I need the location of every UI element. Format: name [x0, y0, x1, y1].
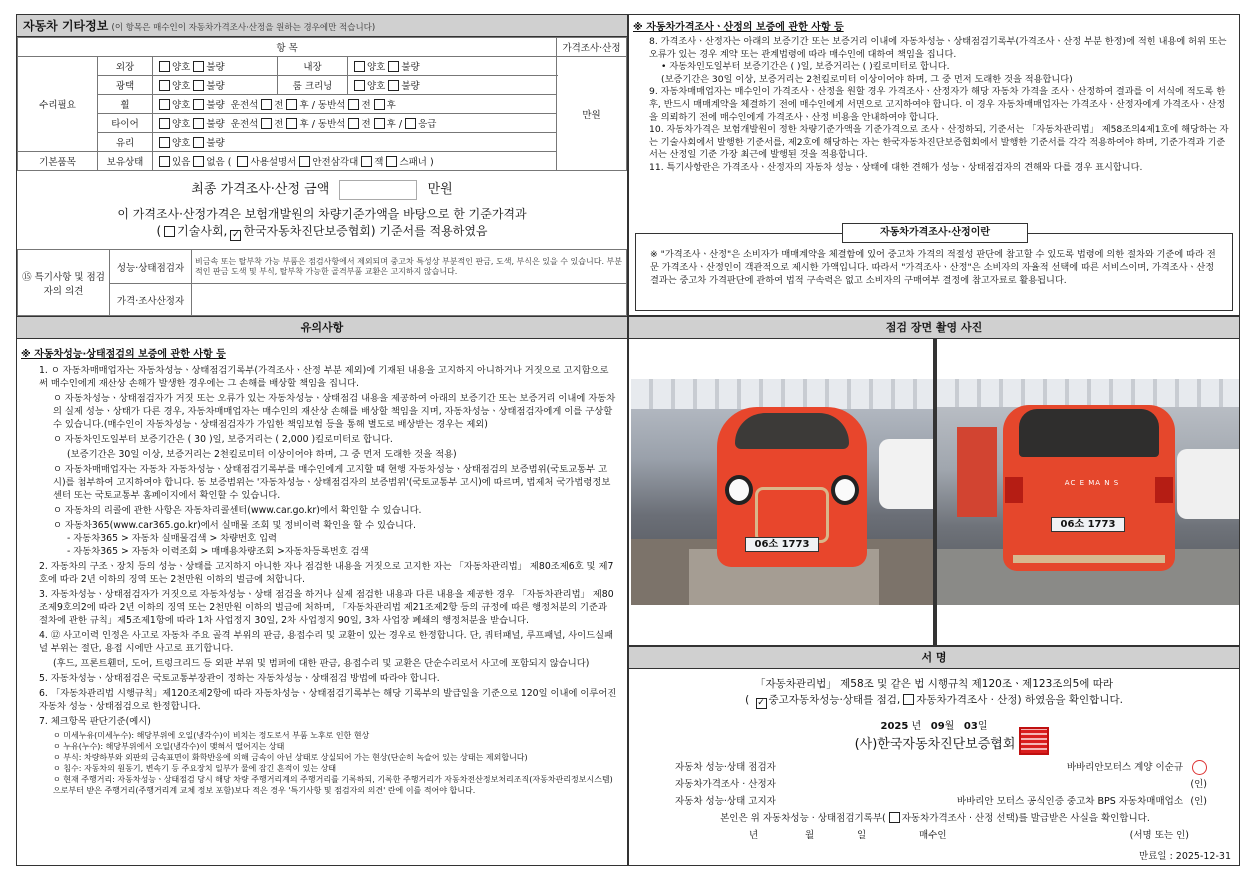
bad-label: 불량	[401, 81, 420, 92]
spanner-label: 스패너	[399, 157, 427, 168]
sign-row-label: 자동차가격조사 · 산정자	[675, 779, 776, 790]
note-item: - 자동차365 > 자동차 실매물검색 > 차량번호 입력	[67, 533, 278, 544]
expiry-date: 만료일 : 2025-12-31	[1139, 851, 1231, 862]
final-price-unit: 만원	[427, 182, 453, 197]
checkbox[interactable]	[405, 118, 416, 129]
has-label: 있음	[172, 157, 191, 168]
org-label: (사)한국자동차진단보증협회	[854, 737, 1016, 752]
note-item: ㅇ 자동차매매업자는 자동차 자동차성능ㆍ상태점검기록부를 매수인에게 고지할 때 현행 자동차성능ㆍ상태점검의 보증범위(국토교통부 고시)를 첨부하여 고지하여야 합니다. 동 보증범위는 '자동차성능ㆍ상태점검자의 보증범위'(국토교통부 고시)에 따르며, 법제처 국가법령정보센터 또는 국토교통부 홈페이지에서 확인할 수 있습니다.	[53, 464, 611, 501]
checkbox[interactable]	[348, 99, 359, 110]
confirm-inspect: 중고자동차성능·상태를 점검,	[768, 694, 901, 706]
inspector-seal-icon	[1192, 760, 1207, 775]
manual-label: 사용설명서	[250, 157, 297, 168]
buyer-confirm	[629, 810, 1241, 827]
special-table	[17, 249, 627, 316]
final-price-label: 최종 가격조사·산정 금액	[191, 182, 330, 197]
checkbox[interactable]	[388, 61, 399, 72]
date-month: 09	[930, 721, 945, 732]
emergency-label: 응급	[418, 119, 437, 130]
buyer-sign-note: (서명 또는 인)	[1129, 830, 1189, 841]
note-item: 1. ㅇ 자동차매매업자는 자동차성능ㆍ상태점검기록부(가격조사ㆍ산정 부분 제외)에 기재된 내용을 고지하지 아니하거나 거짓으로 고지함으로써 매수인에게 재산상 손해가 발생한 경우에는 그 손해를 배상할 책임을 집니다.	[39, 365, 609, 389]
buyer-confirm-b: 자동차가격조사 · 산정 선택)를 발급받은 사실을 확인합니다.	[901, 813, 1150, 824]
sign-row-price	[629, 776, 1241, 793]
section-note: (이 항목은 매수인이 자동차가격조사·산정을 원하는 경우에만 적습니다)	[111, 23, 376, 33]
buyer-label: 매수인	[919, 830, 947, 841]
note-item: 7. 체크항목 판단기준(예시)	[39, 716, 151, 727]
bad-label: 불량	[206, 119, 225, 130]
checkbox[interactable]	[388, 80, 399, 91]
row-polish: 광택	[98, 76, 153, 95]
basis-line-2: ( 기술사회, ✓ 한국자동차진단보증협회) 기준서를 적용하였음	[156, 223, 488, 240]
checkbox[interactable]	[889, 812, 900, 823]
basis-tech: 기술사회,	[177, 223, 228, 238]
row-wheel: 휠	[98, 95, 153, 114]
note-item: 6. 「자동차관리법 시행규칙」제120조제2항에 따라 자동차성능ㆍ상태점검기록부는 해당 기록부의 발급일을 기준으로 120일 이내에 이루어진 자동차 성능ㆍ상태점검으로 한정합니다.	[39, 688, 617, 712]
sign-row-label: 자동차 성능·상태 점검자	[675, 762, 776, 773]
checkbox[interactable]	[374, 118, 385, 129]
org-seal-icon	[1019, 727, 1049, 755]
bad-label: 불량	[401, 62, 420, 73]
col-price: 가격조사·산정	[557, 38, 627, 57]
notes-list	[17, 362, 627, 796]
price-unit: 만원	[557, 57, 627, 171]
signature-title: 서 명	[629, 647, 1239, 669]
buyer-y: 년	[749, 830, 759, 841]
row-tire: 타이어	[98, 114, 153, 133]
front-label: 전	[274, 100, 284, 111]
note-item: - 자동차365 > 자동차 이력조회 > 매매용차량조회 >자동차등록번호 검색	[67, 546, 369, 557]
note-item: ㅇ 자동차의 리콜에 관한 사항은 자동차리콜센터(www.car.go.kr)에서 확인할 수 있습니다.	[53, 505, 422, 516]
vehicle-other-info-panel	[16, 14, 628, 316]
bad-label: 불량	[206, 81, 225, 92]
row-room-cleaning: 룸 크리닝	[278, 76, 348, 95]
repair-label: 수리필요	[18, 57, 98, 152]
sign-row-value: 바바리안 모터스 공식인증 중고차 BPS 자동차매매업소	[956, 796, 1183, 807]
checkbox[interactable]	[193, 61, 204, 72]
sign-row-label: 자동차 성능·상태 고지자	[675, 796, 776, 807]
checkbox[interactable]	[193, 118, 204, 129]
checkbox[interactable]	[374, 99, 385, 110]
sign-row-mark: (인)	[1190, 779, 1207, 790]
criteria-item: ㅇ 침수: 자동차의 원동기, 변속기 등 주요장치 일부가 물에 잠긴 흔적이 있는 상태	[53, 764, 337, 773]
checkbox[interactable]	[193, 137, 204, 148]
note-item: ㅇ 자동차인도일부터 보증기간은 ( 30 )일, 보증거리는 ( 2,000 )킬로미터로 합니다.	[53, 434, 393, 445]
good-label: 양호	[172, 62, 191, 73]
checkbox[interactable]	[354, 80, 365, 91]
note-item: 3. 자동차성능ㆍ상태점검자가 거짓으로 자동차성능ㆍ상태 점검을 하거나 실제 점검한 내용과 다른 내용을 제공한 경우 「자동차관리법」 제80조제9호의2에 따라 2년 이하의 징역 또는 2천만원 이하의 벌금에 처하며, 「자동차관리법 제21조제2항 등의 규정에 따른 행정처분의 기준과 절차에 관한 규칙」제5조제1항에 따라 1차 사업정지 30일, 2차 사업정지 90일, 3차 사업장 폐쇄의 행정처분을 받습니다.	[39, 589, 614, 626]
note-8c: (보증기간은 30일 이상, 보증거리는 2천킬로미터 이상이어야 하며, 그 중 먼저 도래한 것을 적용합니다)	[661, 73, 1073, 85]
license-plate: 06소 1773	[745, 537, 819, 552]
rear-label: 후	[386, 119, 396, 130]
special-label: ⑮ 특기사항 및 점검자의 의견	[18, 250, 110, 316]
front-label: 전	[361, 119, 371, 130]
checkbox[interactable]	[159, 137, 170, 148]
row-interior: 내장	[278, 57, 348, 76]
bad-label: 불량	[206, 100, 225, 111]
note-8: 8. 가격조사ㆍ산정자는 아래의 보증기간 또는 보증거리 이내에 자동차성능ㆍ상태점검기록부(가격조사ㆍ산정 부분 한정)에 적힌 내용에 허위 또는 오류가 있는 경우 계약 또는 관계법령에 따라 매수인에 대하여 책임을 집니다.	[649, 36, 1227, 60]
buyer-d: 일	[857, 830, 867, 841]
bad-label: 불량	[206, 138, 225, 149]
rear-label: 후	[299, 119, 309, 130]
checkbox[interactable]	[193, 99, 204, 110]
photos-title: 점검 장면 촬영 사진	[629, 317, 1239, 339]
checkbox[interactable]	[164, 226, 175, 237]
front-label: 전	[274, 119, 284, 130]
sign-row-value: 바바리안모터스 계양 이순규	[1066, 762, 1183, 773]
note-item: 5. 자동차성능ㆍ상태점검은 국토교통부장관이 정하는 자동차성능ㆍ상태점검 방법에 따라야 합니다.	[39, 673, 440, 684]
basic-label: 기본품목	[18, 152, 98, 171]
owned-label: 보유상태	[98, 152, 153, 171]
jack-label: 잭	[374, 157, 384, 168]
note-10: 10. 자동차가격은 보험개발원이 정한 차량기준가액을 기준가격으로 조사ㆍ산정하되, 기준서는 「자동차관리법」 제58조의4제1호에 해당하는 자는 기술사회에서 발행한 기준서를, 제2호에 해당하는 자는 한국자동차진단보증협회에서 발행한 기준서를 각각 적용하여야 하며, 기준가격과 기준서는 산정일 기준 가장 최근에 발행된 것을 적용합니다.	[649, 124, 1229, 161]
checkbox[interactable]	[286, 99, 297, 110]
date-d: 일	[977, 721, 988, 732]
buyer-row	[629, 827, 1241, 844]
checkbox-checked[interactable]: ✓	[757, 698, 765, 708]
date-day: 03	[963, 721, 978, 732]
rear-car-photo	[937, 379, 1239, 605]
sign-date	[629, 717, 1239, 732]
note-item: ㅇ 자동차365(www.car365.go.kr)에서 실매물 조회 및 정비이력 확인을 할 수 있습니다.	[53, 520, 416, 531]
notes-panel	[16, 316, 628, 866]
price-definition-box	[635, 227, 1233, 311]
checkbox[interactable]	[261, 118, 272, 129]
criteria-item: ㅇ 누유(누수): 해당부위에서 오일(냉각수)이 맺혀서 떨어지는 상태	[53, 742, 285, 751]
checkbox[interactable]	[159, 61, 170, 72]
sign-row-mark: (인)	[1190, 796, 1207, 807]
sign-row-inspector	[629, 759, 1241, 776]
price-guarantee-panel	[628, 14, 1240, 316]
note-11: 11. 특기사항란은 가격조사ㆍ산정자의 자동차 성능ㆍ상태에 대한 견해가 성능ㆍ상태점검자의 견해와 다를 경우 표시합니다.	[649, 161, 1143, 173]
checkbox[interactable]	[193, 156, 204, 167]
good-label: 양호	[172, 100, 191, 111]
confirm-line: ( ✓ 중고자동차성능·상태를 점검, 자동차가격조사 · 산정) 하였음을 확인합니다.	[745, 694, 1123, 708]
col-item: 항 목	[18, 38, 557, 57]
checkbox[interactable]	[361, 156, 372, 167]
note-item: 2. 자동차의 구조ㆍ장치 등의 성능ㆍ상태를 고지하지 아니한 자나 점검한 내용을 거짓으로 고지한 자는 「자동차관리법」 제80조제6호 및 제7호에 따라 2년 이하의 징역 또는 2천만원 이하의 벌금에 처합니다.	[39, 561, 614, 585]
final-price-row	[17, 178, 627, 200]
good-label: 양호	[172, 81, 191, 92]
basis-kadia: 한국자동차진단보증협회) 기준서를 적용하였음	[243, 223, 488, 238]
org-name	[629, 733, 1241, 752]
checkbox[interactable]	[193, 80, 204, 91]
note-item: ㅇ 자동차성능ㆍ상태점검자가 거짓 또는 오류가 있는 자동차성능ㆍ상태점검 내용을 제공하여 아래의 보증기간 또는 보증거리 이내에 자동차의 실제 성능ㆍ상태가 다른 경우, 자동차매매업자는 매수인의 재산상 손해를 배상할 책임을 지며, 자동차성능ㆍ상태점검자에게 이를 구상할 수 있습니다.(매수인이 자동차성능ㆍ상태점검자가 가입한 책임보험 등을 통해 별도로 배상받는 경우는 제외)	[53, 393, 616, 430]
license-plate: 06소 1773	[1051, 517, 1125, 532]
triangle-label: 안전삼각대	[312, 157, 359, 168]
row-glass: 유리	[98, 133, 153, 152]
checkbox[interactable]	[159, 156, 170, 167]
good-label: 양호	[172, 138, 191, 149]
basis-text	[17, 206, 627, 241]
date-y: 년	[911, 721, 922, 732]
checkbox-checked[interactable]: ✓	[232, 229, 240, 240]
front-label: 전	[361, 100, 371, 111]
checkbox[interactable]	[159, 80, 170, 91]
checkbox[interactable]	[286, 118, 297, 129]
repair-table: 항 목 가격조사·산정 수리필요 외장 양호 불량 내장 양호 불량 만원 광택 양호 불량 룸 크리닝 양호 불량 휠 양호 불량 운전석 전 후 / 동반석 전 후 타이어 양호 불량 운전석 전 후 / 동반석 전 후 / 응급 유리 양호 불량 기본품목 보유상태 있음 없음 ( 사용설명서 안전삼각대 잭 스패너 )	[17, 37, 627, 171]
buyer-m: 월	[805, 830, 815, 841]
checkbox[interactable]	[159, 118, 170, 129]
criteria-item: ㅇ 부식: 차량하부와 외판의 금속표면이 화학반응에 의해 금속이 아닌 상태로 상실되어 가는 현상(단순히 녹슬어 있는 상태는 제외합니다)	[53, 753, 528, 762]
guarantee-title: ※ 자동차가격조사ㆍ산정의 보증에 관한 사항 등	[633, 22, 844, 33]
bad-label: 불량	[206, 62, 225, 73]
criteria-item: ㅇ 미세누유(미세누수): 해당부위에 오일(냉각수)이 비치는 정도로서 부품 노후로 인한 현상	[53, 731, 370, 740]
good-label: 양호	[367, 81, 386, 92]
photos-panel	[628, 316, 1240, 646]
law-text: 「자동차관리법」 제58조 및 같은 법 시행규칙 제120조ㆍ제123조의5에 따라	[754, 678, 1114, 690]
inspector-opinion: 비금속 또는 탈부착 가능 부품은 점검사항에서 제외되며 중고차 특성상 부분적인 판금, 도색, 부식은 있을 수 있습니다. 부분적인 판금 도색 및 부식, 탈부착 가능한 골격부품 교환은 고지하지 않습니다.	[192, 250, 627, 284]
notes-subtitle: ※ 자동차성능·상태점검의 보증에 관한 사항 등	[21, 349, 226, 360]
checkbox[interactable]	[354, 61, 365, 72]
sign-row-notifier	[629, 793, 1241, 810]
signature-panel	[628, 646, 1240, 866]
checkbox[interactable]	[299, 156, 310, 167]
rear-badge: AC E MA N S	[1064, 479, 1120, 487]
notes-title: 유의사항	[17, 317, 627, 339]
confirm-price: 자동차가격조사 · 산정) 하였음을 확인합니다.	[916, 694, 1123, 706]
note-9: 9. 자동차매매업자는 매수인이 가격조사ㆍ산정을 원할 경우 가격조사ㆍ산정자가 해당 자동차 가격을 조사ㆍ산정하여 결과를 이 서식에 적도록 한 후, 반드시 매매계약을 체결하기 전에 매수인에게 서면으로 고지하여야 합니다. 이 경우 자동차매매업자는 가격조사ㆍ산정자에게 가격조사ㆍ산정을 의뢰하기 전에 매수인에게 가격조사ㆍ산정 비용을 안내하여야 합니다.	[649, 86, 1226, 123]
note-item: 4. ⑫ 사고이력 인정은 사고로 자동차 주요 골격 부위의 판금, 용접수리 및 교환이 있는 경우로 한정합니다. 단, 쿼터패널, 루프패널, 사이드실패널 부위는 절단, 용접 시에만 사고로 표기합니다.	[39, 630, 614, 654]
price-assessor-label: 가격·조사산정자	[110, 284, 192, 316]
row-exterior: 외장	[98, 57, 153, 76]
driver-label: 운전석	[230, 119, 259, 130]
price-definition-title: 자동차가격조사·산정이란	[842, 223, 1028, 243]
checkbox[interactable]	[261, 99, 272, 110]
final-price-input[interactable]	[339, 180, 417, 200]
driver-label: 운전석	[230, 100, 259, 111]
rear-label: 후	[386, 100, 396, 111]
date-m: 월	[944, 721, 955, 732]
note-item: (보증기간은 30일 이상, 보증거리는 2천킬로미터 이상이어야 하며, 그 중 먼저 도래한 것을 적용)	[67, 449, 457, 460]
rear-label: 후	[299, 100, 309, 111]
buyer-confirm-a: 본인은 위 자동차성능 · 상태점검기록부(	[720, 813, 886, 824]
date-year: 2025	[880, 721, 909, 732]
checkbox[interactable]	[903, 694, 914, 705]
checkbox[interactable]	[386, 156, 397, 167]
checkbox[interactable]	[159, 99, 170, 110]
passenger-label: 동반석	[317, 119, 346, 130]
price-definition-text: ※ "가격조사ㆍ산정"은 소비자가 매매계약을 체결함에 있어 중고차 가격의 적절성 판단에 참고할 수 있도록 법령에 의한 절차와 기준에 따라 전문 가격조사ㆍ산정인이 객관적으로 제시한 가액입니다. 따라서 "가격조사ㆍ산정"은 소비자의 자율적 선택에 따른 서비스이며, 가격조사ㆍ산정 결과는 중고차 가격판단에 관하여 법적 구속력은 없고 소비자의 구매여부 결정에 참고자료로 활용됩니다.	[650, 249, 1216, 286]
section-title: 자동차 기타정보	[23, 19, 109, 33]
checkbox[interactable]	[348, 118, 359, 129]
good-label: 양호	[367, 62, 386, 73]
basis-line-1: 이 가격조사·산정가격은 보험개발원의 차량기준가액을 바탕으로 한 기준가격과	[117, 206, 527, 221]
passenger-label: 동반석	[317, 100, 346, 111]
front-car-photo	[631, 379, 933, 605]
note-item: (후드, 프론트휀더, 도어, 트렁크리드 등 외판 부위 및 범퍼에 대한 판금, 용접수리 및 교환은 단순수리로서 사고에 포함되지 않습니다)	[53, 658, 590, 669]
criteria-item: ㅇ 현재 주행거리: 자동차성능ㆍ상태점검 당시 해당 차량 주행거리계의 주행거리를 기록하되, 기록한 주행거리가 자동차전산정보처리조직(자동차관리정보시스템)으로부터 받은 주행거리(주행거리계 교체 정보 포함)보다 적은 경우 '특기사항 및 점검자의 의견' 란에 이를 적어야 합니다.	[53, 775, 613, 795]
none-label: 없음	[206, 157, 225, 168]
checkbox[interactable]	[237, 156, 248, 167]
note-8b: • 자동차인도일부터 보증기간은 ( )일, 보증거리는 ( )킬로미터로 합니다.	[661, 61, 950, 73]
inspector-label: 성능·상태점검자	[110, 250, 192, 284]
good-label: 양호	[172, 119, 191, 130]
